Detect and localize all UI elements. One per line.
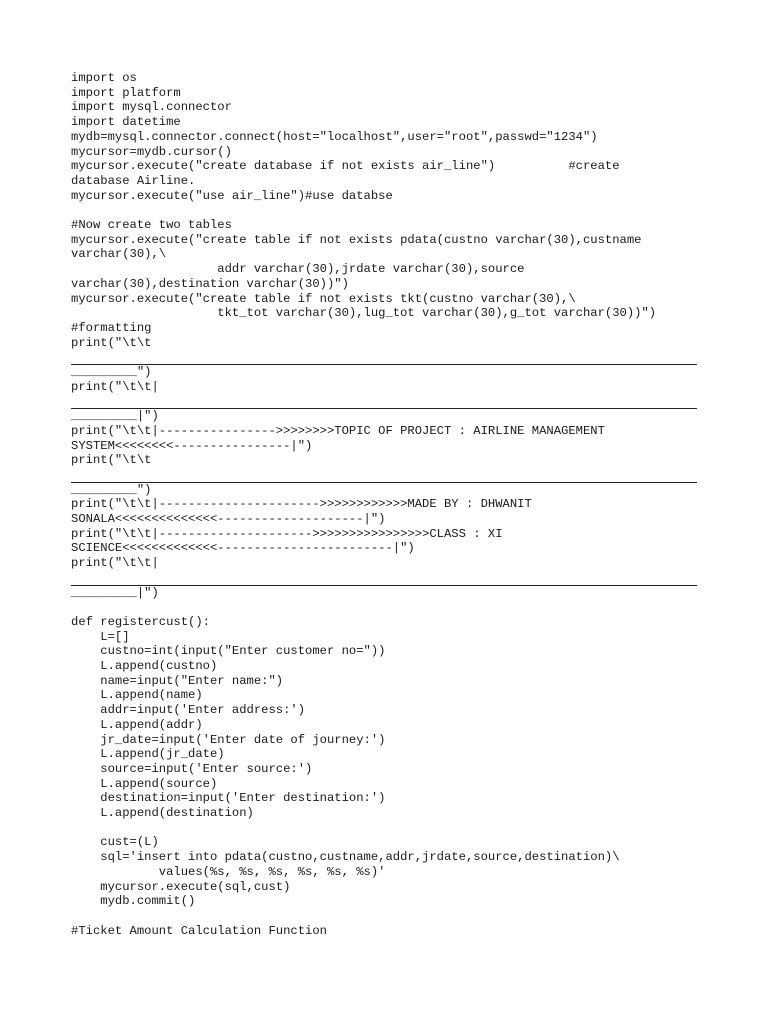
code-line: def registercust(): bbox=[71, 614, 210, 629]
code-line: print("\t\t|---------------------->>>>>>>>>>>>MADE BY : DHWANIT bbox=[71, 497, 532, 512]
code-line: import platform bbox=[71, 85, 181, 100]
code-line bbox=[71, 821, 711, 836]
code-line: SONALA<<<<<<<<<<<<<<--------------------|") bbox=[71, 512, 386, 527]
code-line: varchar(30),\ bbox=[71, 247, 167, 262]
code-line: custno=int(input("Enter customer no=")) bbox=[71, 644, 386, 659]
code-line: import mysql.connector bbox=[71, 100, 232, 115]
code-line: print("\t\t bbox=[71, 335, 152, 350]
horizontal-rule bbox=[71, 468, 697, 483]
code-line: print("\t\t|---------------->>>>>>>>TOPIC OF PROJECT : AIRLINE MANAGEMENT bbox=[71, 423, 605, 438]
code-line: L.append(custno) bbox=[71, 659, 218, 674]
code-line: mycursor.execute("create table if not exists pdata(custno varchar(30),custname bbox=[71, 232, 642, 247]
code-line: addr varchar(30),jrdate varchar(30),source bbox=[71, 262, 525, 277]
code-listing bbox=[71, 71, 711, 938]
code-line: _________|") bbox=[71, 585, 159, 600]
code-line: source=input('Enter source:') bbox=[71, 761, 313, 776]
code-line: #formatting bbox=[71, 320, 152, 335]
code-line: values(%s, %s, %s, %s, %s, %s)' bbox=[71, 864, 386, 879]
code-line: mycursor.execute(sql,cust) bbox=[71, 879, 291, 894]
code-line: sql='insert into pdata(custno,custname,addr,jrdate,source,destination)\ bbox=[71, 850, 620, 865]
horizontal-rule bbox=[71, 394, 697, 409]
code-line: _________|") bbox=[71, 409, 159, 424]
code-line bbox=[71, 909, 711, 924]
code-line: print("\t\t| bbox=[71, 556, 159, 571]
code-line: addr=input('Enter address:') bbox=[71, 703, 306, 718]
code-line: print("\t\t| bbox=[71, 379, 159, 394]
code-line: mycursor=mydb.cursor() bbox=[71, 144, 232, 159]
code-line: cust=(L) bbox=[71, 835, 159, 850]
horizontal-rule bbox=[71, 571, 697, 586]
code-line: L.append(addr) bbox=[71, 717, 203, 732]
code-line: mycursor.execute("create table if not exists tkt(custno varchar(30),\ bbox=[71, 291, 576, 306]
code-line: mycursor.execute("use air_line")#use databse bbox=[71, 188, 393, 203]
code-line: import os bbox=[71, 71, 137, 85]
code-line: database Airline. bbox=[71, 173, 196, 188]
code-line: mydb=mysql.connector.connect(host="localhost",user="root",passwd="1234") bbox=[71, 129, 598, 144]
code-line bbox=[71, 203, 711, 218]
code-line bbox=[71, 600, 711, 615]
code-line: name=input("Enter name:") bbox=[71, 673, 284, 688]
code-line: _________") bbox=[71, 365, 152, 380]
code-line: L=[] bbox=[71, 629, 130, 644]
code-line: jr_date=input('Enter date of journey:') bbox=[71, 732, 386, 747]
code-line: #Ticket Amount Calculation Function bbox=[71, 923, 327, 938]
code-line: L.append(name) bbox=[71, 688, 203, 703]
code-line: import datetime bbox=[71, 115, 181, 130]
code-line: L.append(destination) bbox=[71, 806, 254, 821]
horizontal-rule bbox=[71, 350, 697, 365]
code-line: L.append(jr_date) bbox=[71, 747, 225, 762]
code-line: mycursor.execute("create database if not exists air_line") #create bbox=[71, 159, 620, 174]
code-line: varchar(30),destination varchar(30))") bbox=[71, 276, 349, 291]
code-line: tkt_tot varchar(30),lug_tot varchar(30),g_tot varchar(30))") bbox=[71, 306, 657, 321]
code-line: SCIENCE<<<<<<<<<<<<<------------------------|") bbox=[71, 541, 415, 556]
code-line: mydb.commit() bbox=[71, 894, 196, 909]
code-line: SYSTEM<<<<<<<<----------------|") bbox=[71, 438, 313, 453]
code-line: #Now create two tables bbox=[71, 218, 232, 233]
code-line: print("\t\t|--------------------->>>>>>>>>>>>>>>>CLASS : XI bbox=[71, 526, 503, 541]
code-line: destination=input('Enter destination:') bbox=[71, 791, 386, 806]
code-line: L.append(source) bbox=[71, 776, 218, 791]
code-line: _________") bbox=[71, 482, 152, 497]
code-line: print("\t\t bbox=[71, 453, 152, 468]
